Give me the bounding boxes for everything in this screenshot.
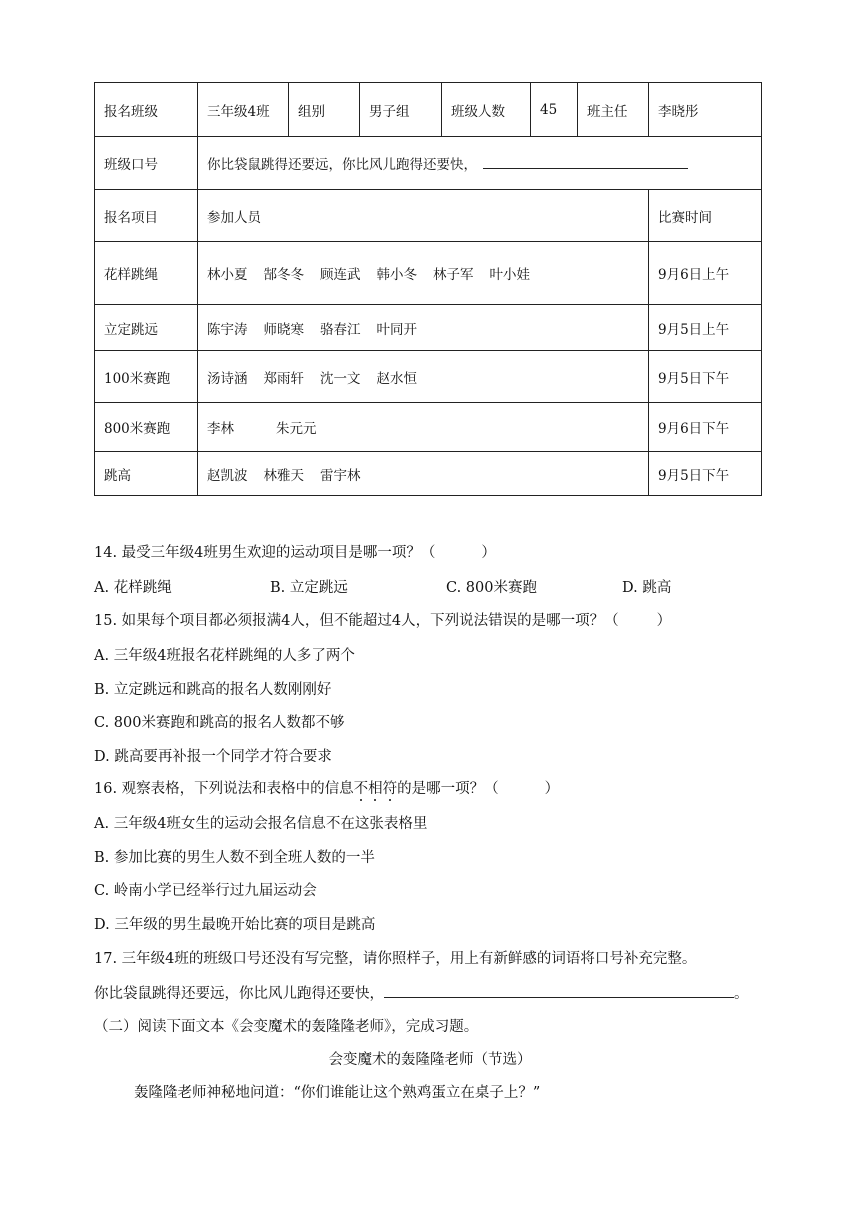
member-name: 李林 (207, 421, 234, 437)
member-name: 林子军 (433, 267, 474, 283)
table-cell: 班主任 (578, 83, 649, 137)
option-d[interactable]: D. 跳高要再补报一个同学才符合要求 (94, 749, 332, 765)
member-name: 师晓寒 (263, 321, 304, 338)
paren-close: ） (656, 613, 672, 629)
emphasis-char: 符 (382, 781, 398, 797)
option-b[interactable]: B. 立定跳远 (270, 580, 348, 596)
question-16 (94, 777, 559, 798)
answer-input-line[interactable] (384, 983, 734, 998)
table-cell: 班级人数 (442, 83, 531, 137)
member-name: 郜冬冬 (263, 267, 304, 283)
column-header: 比赛时间 (649, 190, 762, 242)
option-b[interactable]: B. 参加比赛的男生人数不到全班人数的一半 (94, 850, 375, 866)
option-c[interactable]: C. 800米赛跑 (446, 580, 537, 596)
section-intro: （二）阅读下面文本《会变魔术的轰隆隆老师》，完成习题。 (94, 1019, 479, 1035)
event-members (198, 351, 649, 403)
question-stem: 的是哪一项？（ (397, 781, 499, 797)
table-row (95, 242, 762, 305)
event-name: 跳高 (95, 452, 198, 496)
member-name: 叶同开 (376, 321, 417, 338)
table-row (95, 452, 762, 496)
member-name: 赵凯波 (207, 467, 248, 484)
question-stem: 15. 如果每个项目都必须报满4人，但不能超过4人，下列说法错误的是哪一项？（ (94, 613, 619, 629)
column-header: 参加人员 (198, 190, 649, 242)
question-stem: 16. 观察表格，下列说法和表格中的信息 (94, 781, 354, 797)
member-name: 沈一文 (320, 370, 361, 387)
event-time: 9月6日下午 (649, 403, 762, 452)
event-name: 立定跳远 (95, 305, 198, 351)
event-time: 9月5日下午 (649, 452, 762, 496)
option-d[interactable]: D. 跳高 (622, 580, 672, 596)
table-cell: 45 (531, 83, 578, 137)
option-a[interactable]: A. 三年级4班报名花样跳绳的人多了两个 (94, 648, 355, 664)
option-d[interactable]: D. 三年级的男生最晚开始比赛的项目是跳高 (94, 917, 376, 933)
member-name: 赵水恒 (376, 370, 417, 387)
event-members (198, 403, 649, 452)
member-name: 汤诗涵 (207, 370, 248, 387)
member-name: 林小夏 (207, 267, 248, 283)
table-row (95, 137, 762, 190)
event-time: 9月6日上午 (649, 242, 762, 305)
member-name: 叶小娃 (489, 267, 530, 283)
table-row (95, 403, 762, 452)
table-header-row (95, 190, 762, 242)
q17-answer-line (94, 982, 749, 1003)
member-name: 朱元元 (276, 421, 317, 437)
table-cell: 三年级4班 (198, 83, 289, 137)
event-time: 9月5日下午 (649, 351, 762, 403)
member-name: 韩小冬 (376, 267, 417, 283)
signup-table (94, 82, 762, 496)
member-name: 陈宇涛 (207, 321, 248, 338)
question-stem: 14. 最受三年级4班男生欢迎的运动项目是哪一项？（ (94, 545, 436, 561)
slogan-cell (198, 137, 762, 190)
event-members (198, 242, 649, 305)
slogan-label: 班级口号 (95, 137, 198, 190)
table-row (95, 351, 762, 403)
event-name: 800米赛跑 (95, 403, 198, 452)
column-header: 报名项目 (95, 190, 198, 242)
passage-title: 会变魔术的轰隆隆老师（节选） (328, 1052, 532, 1068)
emphasis-char: 相 (368, 781, 383, 797)
passage-line: 轰隆隆老师神秘地问道：“你们谁能让这个熟鸡蛋立在桌子上？” (134, 1085, 541, 1101)
option-c[interactable]: C. 800米赛跑和跳高的报名人数都不够 (94, 715, 345, 731)
member-name: 林雅天 (263, 467, 304, 484)
option-b[interactable]: B. 立定跳远和跳高的报名人数刚刚好 (94, 682, 332, 698)
answer-suffix: 。 (734, 986, 749, 1002)
question-15 (94, 609, 671, 630)
q14-options (94, 576, 774, 597)
paren-close: ） (544, 781, 560, 797)
option-a[interactable]: A. 三年级4班女生的运动会报名信息不在这张表格里 (94, 816, 428, 832)
option-a[interactable]: A. 花样跳绳 (94, 580, 172, 596)
member-name: 雷宇林 (320, 467, 361, 484)
slogan-blank (483, 154, 688, 169)
paren-close: ） (481, 545, 496, 561)
option-c[interactable]: C. 岭南小学已经举行过九届运动会 (94, 883, 317, 899)
event-time: 9月5日上午 (649, 305, 762, 351)
table-cell: 男子组 (360, 83, 442, 137)
question-14 (94, 541, 496, 562)
event-members (198, 452, 649, 496)
answer-prefix: 你比袋鼠跳得还要远，你比风儿跑得还要快， (94, 986, 384, 1002)
member-name: 骆春江 (320, 321, 361, 338)
table-cell: 组别 (289, 83, 360, 137)
event-name: 100米赛跑 (95, 351, 198, 403)
question-17: 17. 三年级4班的班级口号还没有写完整，请你照样子，用上有新鲜感的词语将口号补充完整。 (94, 951, 697, 967)
table-cell: 报名班级 (95, 83, 198, 137)
member-name: 郑雨轩 (263, 370, 304, 387)
event-name: 花样跳绳 (95, 242, 198, 305)
slogan-text: 你比袋鼠跳得还要远，你比风儿跑得还要快， (207, 157, 477, 173)
table-cell: 李晓彤 (649, 83, 762, 137)
table-row (95, 83, 762, 137)
member-name: 顾连武 (320, 267, 361, 283)
emphasis-char: 不 (353, 781, 369, 797)
event-members (198, 305, 649, 351)
table-row (95, 305, 762, 351)
